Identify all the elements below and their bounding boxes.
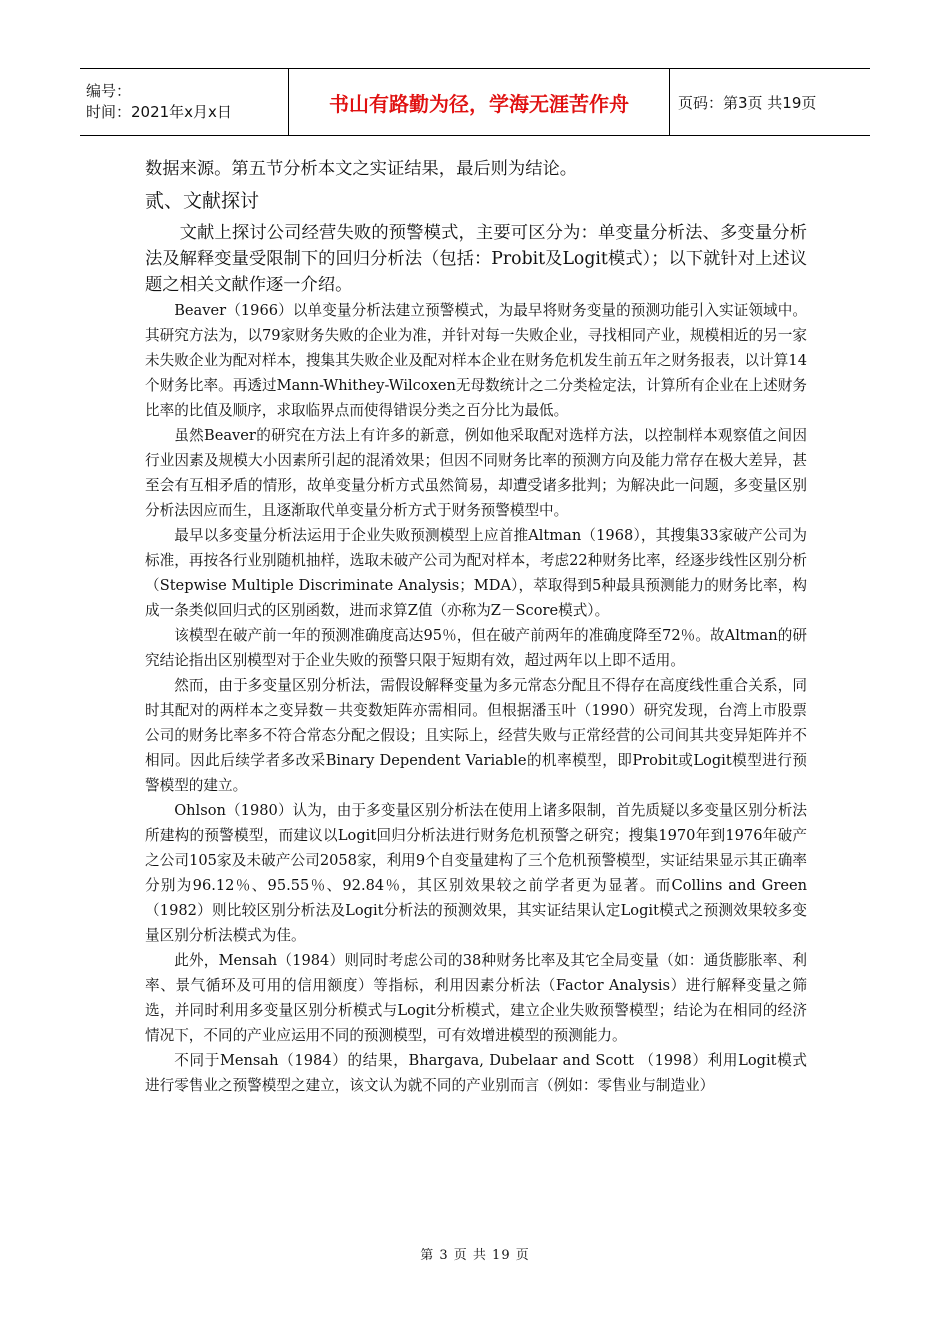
document-number-label: 编号： <box>86 82 132 100</box>
page-footer: 第 3 页 共 19 页 <box>420 1248 530 1263</box>
header-motto: 书山有路勤为径，学海无涯苦作舟 <box>289 69 670 136</box>
paragraph-intro: 文献上探讨公司经营失败的预警模式，主要可区分为：单变量分析法、多变量分析法及解释变量受限制下的回归分析法（包括：Probit及Logit模式）；以下就针对上述议题之相关文献作逐一介绍。 <box>145 223 807 295</box>
section-heading: 贰、文献探讨 <box>145 190 260 212</box>
document-date-label: 时间：2021年x月x日 <box>86 103 232 121</box>
paragraph-mda-limits: 然而，由于多变量区别分析法，需假设解释变量为多元常态分配且不得存在高度线性重合关系，同时其配对的两样本之变异数－共变数矩阵亦需相同。但根据潘玉叶（1990）研究发现，台湾上市股票公司的财务比率多不符合常态分配之假设；且实际上，经营失败与正常经营的公司间其共变异矩阵并不相同。因此后续学者多改采Binary Dependent Variable的机率模型，即Probit或Logit模型进行预警模型的建立。 <box>145 677 807 794</box>
document-body <box>145 156 807 1098</box>
paragraph-bhargava: 不同于Mensah（1984）的结果，Bhargava, Dubelaar and Scott （1998）利用Logit模式进行零售业之预警模型之建立，该文认为就不同的产业别而言（例如：零售业与制造业） <box>145 1052 807 1094</box>
paragraph-altman: 最早以多变量分析法运用于企业失败预测模型上应首推Altman（1968），其搜集33家破产公司为标准，再按各行业别随机抽样，选取未破产公司为配对样本，考虑22种财务比率，经逐步线性区别分析（Stepwise Multiple Discriminate Analysis；MDA），萃取得到5种最具预测能力的财务比率，构成一条类似回归式的区别函数，进而求算Z值（亦称为Z－Score模式）。 <box>145 527 807 619</box>
page-header <box>80 68 870 136</box>
header-page-number: 页码：第3页 共19页 <box>670 69 871 136</box>
paragraph-mensah: 此外，Mensah（1984）则同时考虑公司的38种财务比率及其它全局变量（如：通货膨胀率、利率、景气循环及可用的信用额度）等指标，利用因素分析法（Factor Analysis）进行解释变量之筛选，并同时利用多变量区别分析模式与Logit分析模式，建立企业失败预警模型；结论为在相同的经济情况下，不同的产业应运用不同的预测模型，可有效增进模型的预测能力。 <box>145 952 807 1044</box>
paragraph-continued: 数据来源。第五节分析本文之实证结果，最后则为结论。 <box>145 159 578 179</box>
paragraph-ohlson: Ohlson（1980）认为，由于多变量区别分析法在使用上诸多限制，首先质疑以多变量区别分析法所建构的预警模型，而建议以Logit回归分析法进行财务危机预警之研究；搜集1970年到1976年破产之公司105家及未破产公司2058家，利用9个自变量建构了三个危机预警模型，实证结果显示其正确率分别为96.12％、95.55％、92.84％，其区别效果较之前学者更为显著。而Collins and Green（1982）则比较区别分析法及Logit分析法的预测效果，其实证结果认定Logit模式之预测效果较多变量区别分析法模式为佳。 <box>145 802 807 944</box>
paragraph-beaver-critique: 虽然Beaver的研究在方法上有许多的新意，例如他采取配对选样方法，以控制样本观察值之间因行业因素及规模大小因素所引起的混淆效果；但因不同财务比率的预测方向及能力常存在极大差异，甚至会有互相矛盾的情形，故单变量分析方式虽然简易，却遭受诸多批判；为解决此一问题，多变量区别分析法因应而生，且逐渐取代单变量分析方式于财务预警模型中。 <box>145 427 807 519</box>
paragraph-altman-accuracy: 该模型在破产前一年的预测准确度高达95％，但在破产前两年的准确度降至72％。故Altman的研究结论指出区别模型对于企业失败的预警只限于短期有效，超过两年以上即不适用。 <box>145 627 807 669</box>
paragraph-beaver: Beaver（1966）以单变量分析法建立预警模式，为最早将财务变量的预测功能引入实证领域中。其研究方法为，以79家财务失败的企业为准，并针对每一失败企业，寻找相同产业，规模相近的另一家未失败企业为配对样本，搜集其失败企业及配对样本企业在财务危机发生前五年之财务报表，以计算14个财务比率。再透过Mann-Whithey-Wilcoxen无母数统计之二分类检定法，计算所有企业在上述财务比率的比值及顺序，求取临界点而使得错误分类之百分比为最低。 <box>145 302 807 419</box>
header-meta-cell <box>80 69 289 136</box>
